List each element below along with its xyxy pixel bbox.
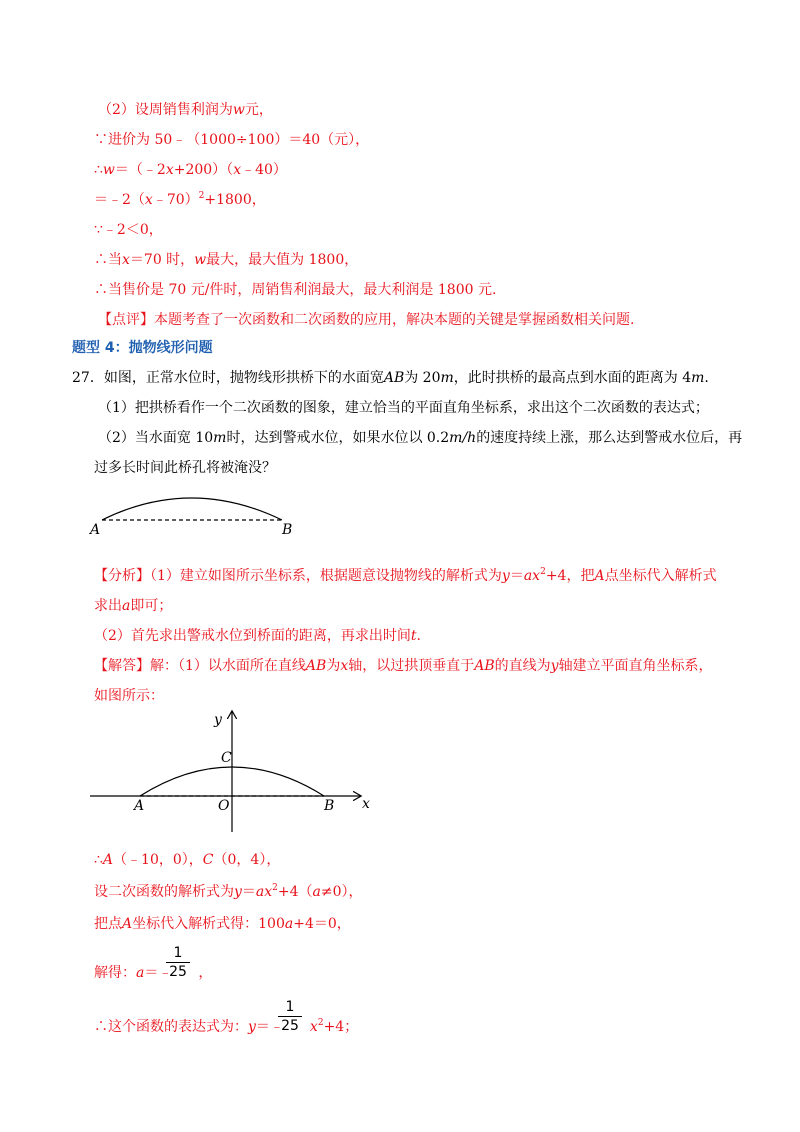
- fraction-expression: 1 25: [278, 999, 302, 1034]
- arch-curve: [102, 498, 282, 520]
- solution-line-5: ∵﹣2＜0，: [94, 222, 163, 238]
- point-a-label: A: [90, 522, 101, 538]
- answer-line-5: 把点A坐标代入解析式得：100a+4＝0，: [94, 916, 351, 932]
- solution-line-7: ∴当售价是 70 元/件时，周销售利润最大，最大利润是 1800 元.: [94, 282, 497, 298]
- section-title: 题型 4：抛物线形问题: [72, 340, 213, 356]
- point-b-label: B: [324, 798, 335, 814]
- x-axis-label: x: [362, 796, 370, 812]
- answer-line-7: ∴这个函数的表达式为：y＝﹣ $x^2+4$；: [94, 1018, 359, 1035]
- solution-line-3: ∴w＝（﹣2x+200）（x﹣40）: [94, 162, 287, 178]
- comment-line: 【点评】本题考查了一次函数和二次函数的应用，解决本题的关键是掌握函数相关问题.: [98, 312, 635, 328]
- answer-line-2: 如图所示：: [94, 688, 164, 704]
- answer-line-6: 解得：a＝﹣ ，: [94, 965, 213, 981]
- problem-line-3: （2）当水面宽 10m时，达到警戒水位，如果水位以 0.2m/h的速度持续上涨，那么达到警戒水位后，再: [98, 430, 743, 446]
- answer-line-1: 【解答】解：（1）以水面所在直线AB为x轴，以过拱顶垂直于AB的直线为y轴建立平面直角坐标系，: [94, 658, 713, 674]
- analysis-line-1: 【分析】（1）建立如图所示坐标系，根据题意设抛物线的解析式为$y=ax^2+4$，把A点坐标代入解析式: [94, 567, 717, 584]
- origin-label: O: [218, 798, 230, 814]
- arch-figure: [88, 490, 298, 540]
- problem-line-2: （1）把拱桥看作一个二次函数的图象，建立恰当的平面直角坐标系，求出这个二次函数的表达式；: [98, 400, 709, 416]
- problem-line-1: 27．如图，正常水位时，抛物线形拱桥下的水面宽AB为 20m，此时拱桥的最高点到水面的距离为 4m.: [72, 370, 709, 386]
- solution-line-1: （2）设周销售利润为w元，: [98, 102, 273, 118]
- answer-line-4: 设二次函数的解析式为$y=ax^2+4(a\ne 0)$，: [94, 883, 363, 900]
- solution-line-2: ∵进价为 50﹣（1000÷100）＝40（元），: [94, 132, 370, 148]
- analysis-line-2: 求出a即可；: [94, 598, 173, 614]
- fraction-a: 1 25: [166, 945, 190, 980]
- point-c-label: C: [221, 750, 232, 766]
- point-b-label: B: [282, 522, 293, 538]
- solution-line-4: ＝﹣2（x﹣70）$^2$+1800，: [94, 191, 266, 208]
- problem-line-4: 过多长时间此桥孔将被淹没？: [94, 460, 276, 476]
- solution-line-6: ∴当x＝70 时，w最大，最大值为 1800，: [94, 252, 359, 268]
- analysis-line-3: （2）首先求出警戒水位到桥面的距离，再求出时间t.: [94, 628, 421, 644]
- point-a-label: A: [134, 798, 145, 814]
- coordinate-figure: [88, 708, 378, 838]
- y-axis-label: y: [214, 712, 222, 728]
- answer-line-3: ∴A（﹣10，0），C（0，4），: [94, 852, 281, 868]
